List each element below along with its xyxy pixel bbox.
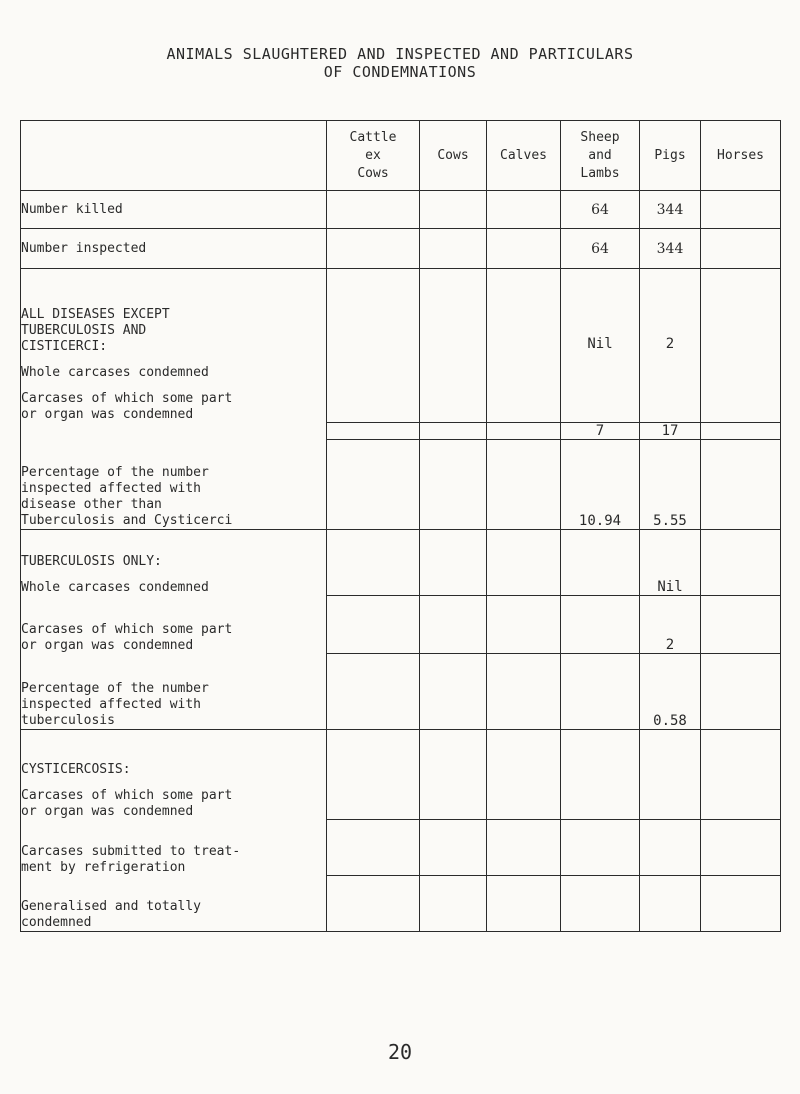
row-label: CYSTICERCOSIS: Carcases of which some part or organ was condemned [21, 730, 327, 820]
table-row [21, 530, 781, 596]
row-label: TUBERCULOSIS ONLY: Whole carcases condemned [21, 530, 327, 596]
page-number: 20 [387, 1040, 413, 1064]
cell-value: 64 [561, 191, 640, 229]
cell-value: 17 [640, 423, 701, 440]
row-label: Percentage of the number inspected affected with tuberculosis [21, 654, 327, 730]
cell-value: Nil [561, 269, 640, 423]
cell-value: 10.94 [561, 440, 640, 530]
page-title: ANIMALS SLAUGHTERED AND INSPECTED AND PARTICULARS [166, 45, 634, 63]
table-row [21, 876, 781, 932]
cell-value: 7 [561, 423, 640, 440]
header-pigs: Pigs [640, 121, 701, 191]
row-label: Percentage of the number inspected affected with disease other than Tuberculosis and Cysticerci [21, 440, 327, 530]
cell-value: 64 [561, 229, 640, 269]
table-row [21, 440, 781, 530]
header-sheep: Sheep and Lambs [561, 121, 640, 191]
table-row [21, 596, 781, 654]
cell-value: 2 [640, 596, 701, 654]
row-label: Carcases of which some part or organ was condemned [21, 596, 327, 654]
table-row [21, 423, 781, 440]
header-blank [21, 121, 327, 191]
cell-value: 0.58 [640, 654, 701, 730]
header-row [21, 121, 781, 191]
cell-value: 344 [640, 229, 701, 269]
row-label: Generalised and totally condemned [21, 876, 327, 932]
table-row [21, 654, 781, 730]
cell-value: 2 [640, 269, 701, 423]
table-row [21, 269, 781, 423]
row-label: Number inspected [21, 229, 327, 269]
header-cows: Cows [420, 121, 487, 191]
page-subtitle: OF CONDEMNATIONS [323, 63, 477, 81]
cell-value: Nil [640, 530, 701, 596]
header-horses: Horses [701, 121, 781, 191]
slaughter-table [20, 120, 781, 932]
table-row [21, 191, 781, 229]
table-row [21, 730, 781, 820]
table-row [21, 229, 781, 269]
header-cattle: Cattle ex Cows [327, 121, 420, 191]
cell-value: 5.55 [640, 440, 701, 530]
row-label: Carcases submitted to treat- ment by refrigeration [21, 820, 327, 876]
header-calves: Calves [487, 121, 561, 191]
cell-value: 344 [640, 191, 701, 229]
row-label: ALL DISEASES EXCEPT TUBERCULOSIS AND CISTICERCI: Whole carcases condemned Carcases of which some part or organ was condemned [21, 269, 327, 423]
table-row [21, 820, 781, 876]
row-label: Number killed [21, 191, 327, 229]
